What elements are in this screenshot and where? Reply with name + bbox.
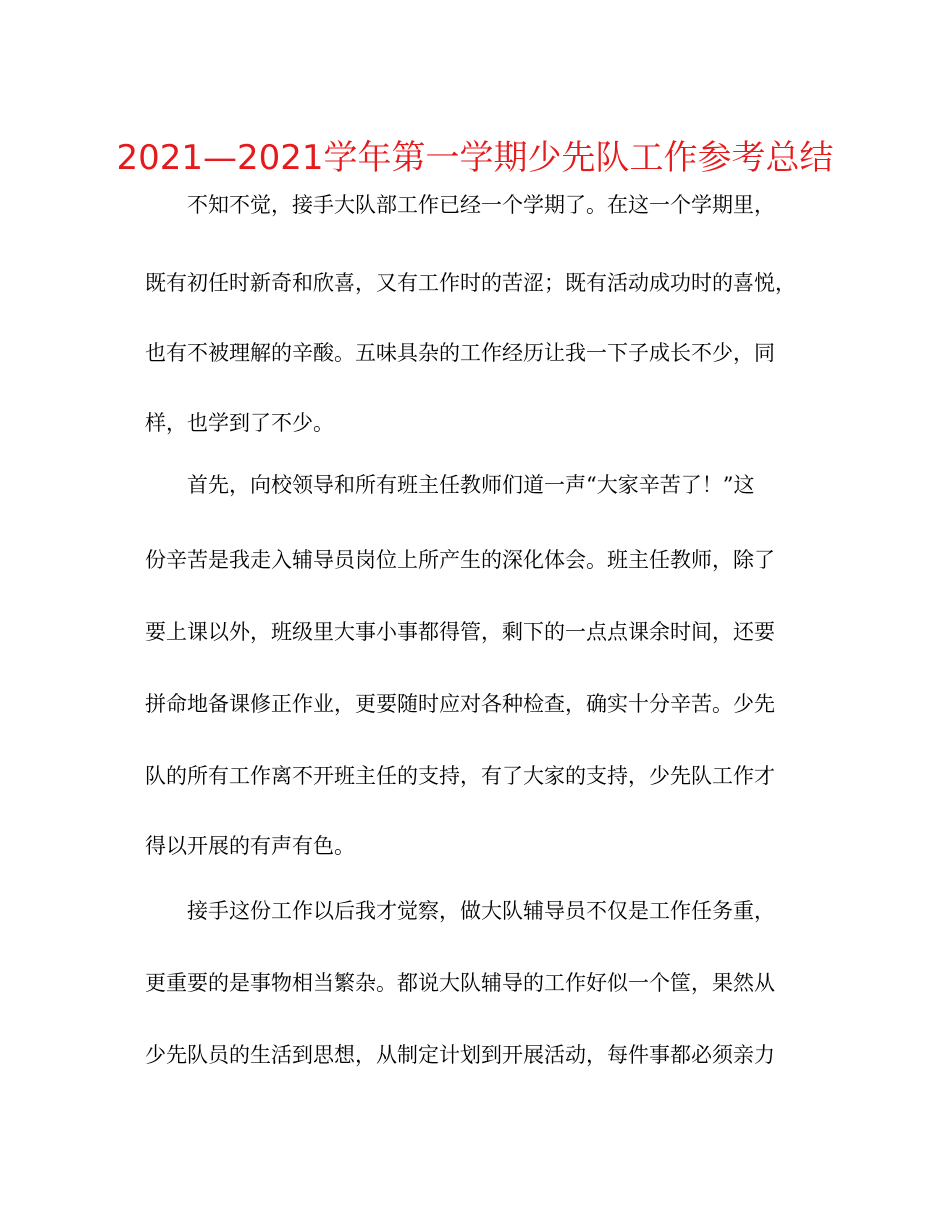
paragraph-1-line-4: 样，也学到了不少。 bbox=[145, 411, 334, 435]
paragraph-3-line-2: 更重要的是事物相当繁杂。都说大队辅导的工作好似一个筐，果然从 bbox=[145, 971, 775, 995]
document-title: 2021—2021学年第一学期少先队工作参考总结 bbox=[116, 138, 834, 178]
paragraph-2-line-6: 得以开展的有声有色。 bbox=[145, 834, 355, 858]
paragraph-1-line-2: 既有初任时新奇和欣喜，又有工作时的苦涩；既有活动成功时的喜悦， bbox=[145, 271, 796, 295]
paragraph-1-line-3: 也有不被理解的辛酸。五味具杂的工作经历让我一下子成长不少，同 bbox=[145, 341, 775, 365]
paragraph-1-line-1: 不知不觉，接手大队部工作已经一个学期了。在这一个学期里， bbox=[187, 193, 775, 217]
paragraph-2-line-1: 首先，向校领导和所有班主任教师们道一声“大家辛苦了！”这 bbox=[187, 473, 755, 497]
paragraph-2-line-5: 队的所有工作离不开班主任的支持，有了大家的支持，少先队工作才 bbox=[145, 764, 775, 788]
paragraph-2-line-4: 拼命地备课修正作业，更要随时应对各种检查，确实十分辛苦。少先 bbox=[145, 692, 775, 716]
paragraph-2-line-3: 要上课以外，班级里大事小事都得管，剩下的一点点课余时间，还要 bbox=[145, 620, 775, 644]
paragraph-3-line-1: 接手这份工作以后我才觉察，做大队辅导员不仅是工作任务重， bbox=[187, 899, 775, 923]
paragraph-2-line-2: 份辛苦是我走入辅导员岗位上所产生的深化体会。班主任教师，除了 bbox=[145, 548, 775, 572]
paragraph-3-line-3: 少先队员的生活到思想，从制定计划到开展活动，每件事都必须亲力 bbox=[145, 1043, 775, 1067]
